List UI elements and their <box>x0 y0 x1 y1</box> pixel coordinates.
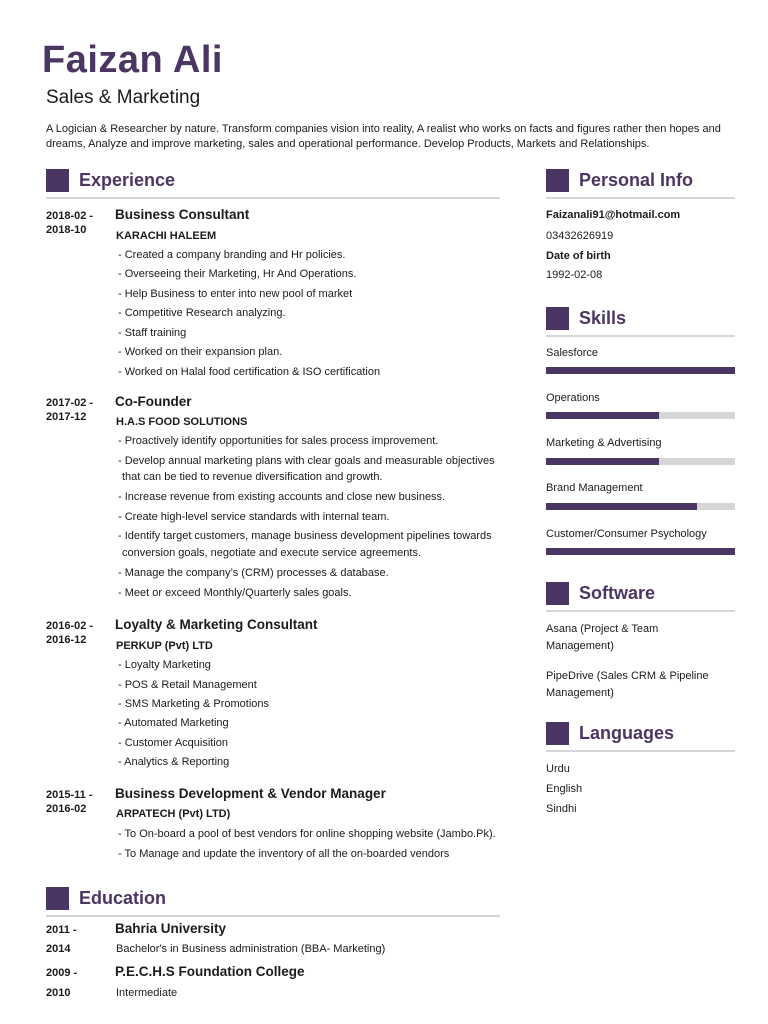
phone-number: 03432626919 <box>546 230 614 242</box>
job-bullet: - Identify target customers, manage business development pipelines towards <box>118 530 492 542</box>
job-bullet: - Worked on their expansion plan. <box>118 346 283 358</box>
section-marker-icon <box>46 887 69 910</box>
job-title: Loyalty & Marketing Consultant <box>115 617 318 632</box>
job-bullet: - Created a company branding and Hr policies. <box>118 249 346 261</box>
job-bullet: - SMS Marketing & Promotions <box>118 698 269 710</box>
section-marker-icon <box>46 169 69 192</box>
education-year-start: 2011 - <box>46 924 77 936</box>
job-title: Business Development & Vendor Manager <box>115 786 386 801</box>
job-bullet: - Worked on Halal food certification & ISO certification <box>118 366 381 378</box>
skill-level-fill <box>546 548 735 555</box>
job-date-start: 2018-02 - <box>46 210 94 222</box>
job-date-end: 2017-12 <box>46 411 87 423</box>
job-bullet: - Proactively identify opportunities for sales process improvement. <box>118 435 439 447</box>
software-section-header <box>546 582 735 612</box>
software-item: Asana (Project & Team <box>546 623 659 635</box>
education-year-end: 2010 <box>46 987 71 999</box>
section-title: Education <box>79 888 167 908</box>
software-item-continuation: Management) <box>546 640 614 652</box>
job-date-start: 2015-11 - <box>46 789 93 801</box>
section-title: Software <box>579 583 656 603</box>
profile-summary: A Logician & Researcher by nature. Transform companies vision into reality, A realist who works on facts and figures rather then hopes and dreams, Analyze and improve marketing, sales and operational performance. Develop Products, Markets and Relationships. <box>46 123 721 150</box>
section-marker-icon <box>546 582 569 605</box>
education-school: P.E.C.H.S Foundation College <box>115 964 305 979</box>
skill-level-bar <box>546 367 735 374</box>
education-degree: Bachelor's in Business administration (BBA- Marketing) <box>116 943 386 955</box>
job-bullet: - Competitive Research analyzing. <box>118 307 286 319</box>
job-bullet: - Customer Acquisition <box>118 737 229 749</box>
skill-name: Marketing & Advertising <box>546 437 662 449</box>
job-bullet: - Help Business to enter into new pool of market <box>118 288 353 300</box>
job-company: ARPATECH (Pvt) LTD) <box>116 808 231 820</box>
job-date-start: 2016-02 - <box>46 620 94 632</box>
section-title: Languages <box>579 723 675 743</box>
education-degree: Intermediate <box>116 987 178 999</box>
software-item-continuation: Management) <box>546 687 614 699</box>
job-bullet: - Increase revenue from existing accounts and close new business. <box>118 491 446 503</box>
dob-value: 1992-02-08 <box>546 269 603 281</box>
job-bullet: - Overseeing their Marketing, Hr And Operations. <box>118 268 357 280</box>
skill-name: Brand Management <box>546 482 643 494</box>
skill-level-bar <box>546 412 735 419</box>
candidate-name: Faizan Ali <box>42 39 223 81</box>
section-marker-icon <box>546 722 569 745</box>
skill-level-bar <box>546 548 735 555</box>
section-marker-icon <box>546 307 569 330</box>
dob-label: Date of birth <box>546 250 611 262</box>
section-marker-icon <box>546 169 569 192</box>
job-bullet-continuation: that can be tied to revenue diversification and growth. <box>122 471 383 483</box>
skill-level-bar <box>546 503 735 510</box>
job-bullet-continuation: conversion goals, negotiate and execute service agreements. <box>122 547 422 559</box>
skill-name: Operations <box>546 392 600 404</box>
job-company: KARACHI HALEEM <box>116 230 217 242</box>
language-item: English <box>546 783 583 795</box>
job-bullet: - Meet or exceed Monthly/Quarterly sales goals. <box>118 587 352 599</box>
skill-name: Customer/Consumer Psychology <box>546 528 707 540</box>
languages-section-header <box>546 722 735 752</box>
skill-level-fill <box>546 503 697 510</box>
skill-level-fill <box>546 412 659 419</box>
job-date-end: 2016-12 <box>46 634 87 646</box>
job-company: H.A.S FOOD SOLUTIONS <box>116 416 248 428</box>
job-bullet: - To Manage and update the inventory of all the on-boarded vendors <box>118 848 450 860</box>
language-item: Sindhi <box>546 803 577 815</box>
job-bullet: - Develop annual marketing plans with clear goals and measurable objectives <box>118 455 495 467</box>
candidate-role: Sales & Marketing <box>46 87 201 108</box>
section-title: Personal Info <box>579 170 694 190</box>
job-bullet: - Loyalty Marketing <box>118 659 211 671</box>
experience-section-header <box>46 169 500 199</box>
job-title: Business Consultant <box>115 207 250 222</box>
job-date-end: 2018-10 <box>46 224 87 236</box>
job-bullet: - Staff training <box>118 327 187 339</box>
job-date-start: 2017-02 - <box>46 397 94 409</box>
section-title: Skills <box>579 308 627 328</box>
email-address: Faizanali91@hotmail.com <box>546 209 681 221</box>
software-item: PipeDrive (Sales CRM & Pipeline <box>546 670 709 682</box>
education-section-header <box>46 887 500 917</box>
job-bullet: - Manage the company’s (CRM) processes & database. <box>118 567 389 579</box>
job-bullet: - Automated Marketing <box>118 717 229 729</box>
job-bullet: - POS & Retail Management <box>118 679 257 691</box>
job-bullet: - Create high-level service standards with internal team. <box>118 511 390 523</box>
job-date-end: 2016-02 <box>46 803 87 815</box>
skills-section-header <box>546 307 735 337</box>
skill-name: Salesforce <box>546 347 598 359</box>
personal-info-section-header <box>546 169 735 199</box>
education-year-start: 2009 - <box>46 967 78 979</box>
language-item: Urdu <box>546 763 570 775</box>
skill-level-fill <box>546 458 659 465</box>
skill-level-fill <box>546 367 735 374</box>
section-title: Experience <box>79 170 176 190</box>
job-company: PERKUP (Pvt) LTD <box>116 640 213 652</box>
education-year-end: 2014 <box>46 943 71 955</box>
skill-level-bar <box>546 458 735 465</box>
education-school: Bahria University <box>115 921 227 936</box>
job-bullet: - Analytics & Reporting <box>118 756 230 768</box>
job-bullet: - To On-board a pool of best vendors for online shopping website (Jambo.Pk). <box>118 828 496 840</box>
job-title: Co-Founder <box>115 394 192 409</box>
